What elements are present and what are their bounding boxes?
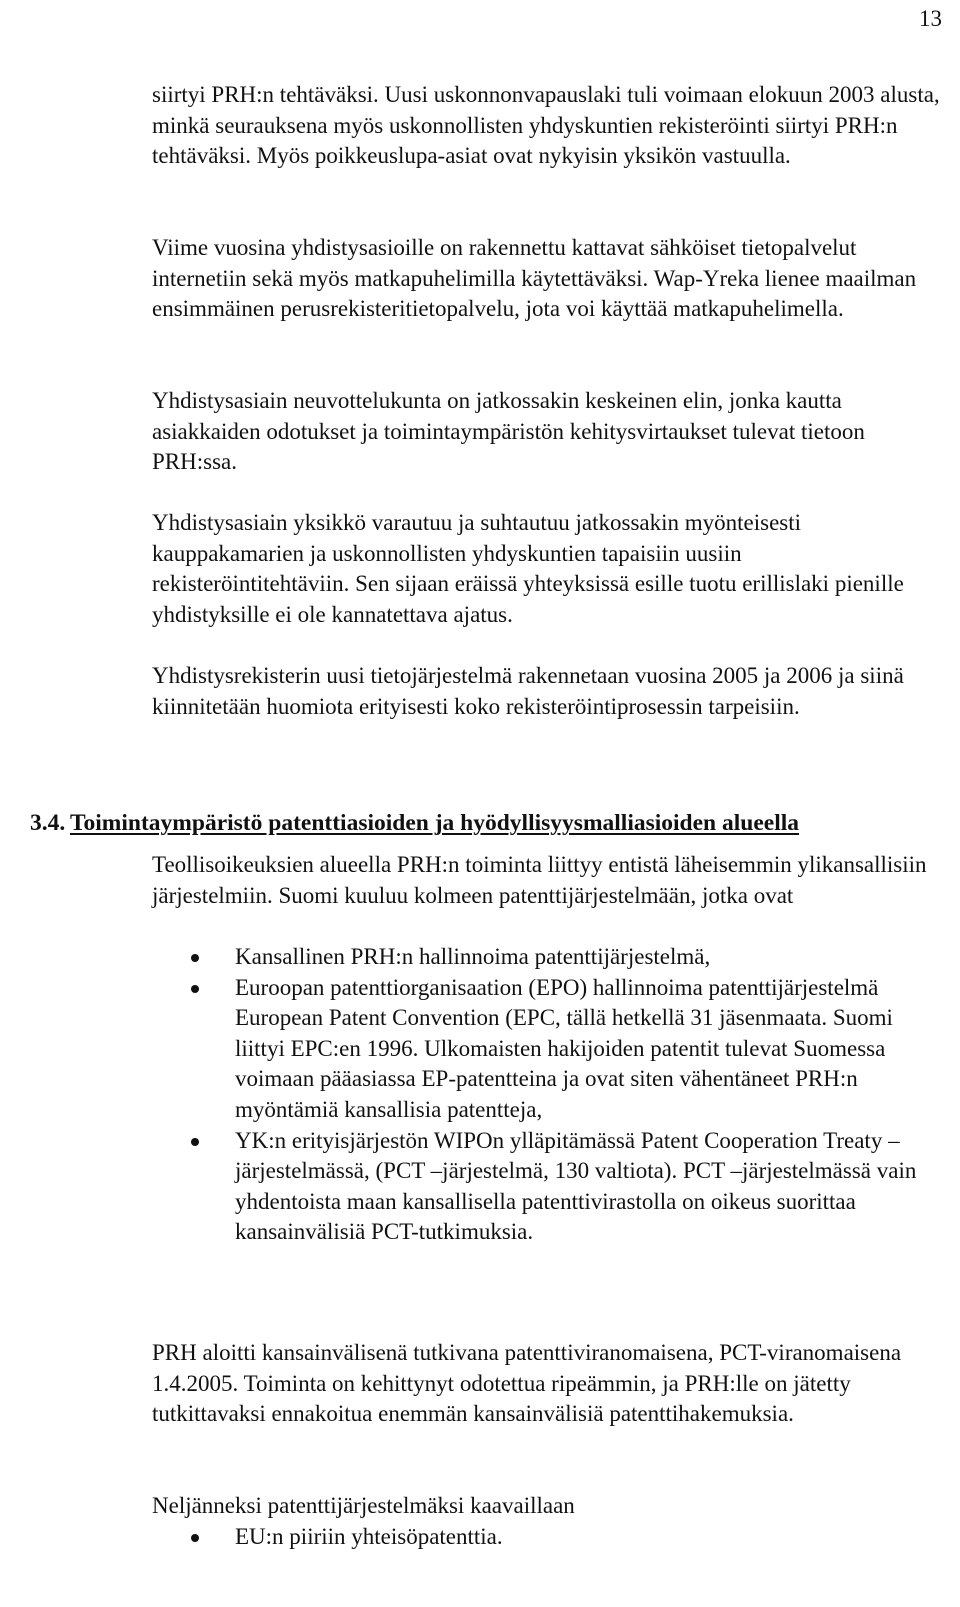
bullet-icon bbox=[191, 1138, 199, 1146]
paragraph-advisory-board: Yhdistysasiain neuvottelukunta on jatkossakin keskeinen elin, jonka kautta asiakkaiden odotukset ja toimintaympäristön kehitysvirtaukset tulevat tietoon PRH:ssa. bbox=[152, 388, 865, 475]
list-item-text: YK:n erityisjärjestön WIPOn ylläpitämässä Patent Cooperation Treaty –järjestelmässä, (PCT –järjestelmä, 130 valtiota). PCT –järjestelmässä vain yhdentoista maan kansallisella patenttivirastolla on oikeus suorittaa kansainvälisiä PCT-tutkimuksia. bbox=[235, 1127, 917, 1245]
bullet-icon bbox=[191, 954, 199, 962]
paragraph-unit-outlook: Yhdistysasiain yksikkö varautuu ja suhtautuu jatkossakin myönteisesti kauppakamarien ja uskonnollisten yhdyskuntien tapaisiin uusiin rekisteröintitehtäviin. Sen sijaan eräissä yhteyksissä esille tuotu erillislaki pienille yhdistyksille ei ole kannatettava ajatus. bbox=[152, 510, 904, 627]
section-intro-paragraph: Teollisoikeuksien alueella PRH:n toiminta liittyy entistä läheisemmin ylikansallisiin järjestelmiin. Suomi kuuluu kolmeen patenttijärjestelmään, jotka ovat bbox=[152, 852, 927, 908]
bullet-icon bbox=[191, 1534, 199, 1542]
patent-systems-list bbox=[152, 942, 942, 1248]
list-item bbox=[152, 973, 942, 1126]
community-patent-list bbox=[152, 1522, 942, 1553]
paragraph-new-information-system: Yhdistysrekisterin uusi tietojärjestelmä rakennetaan vuosina 2005 ja 2006 ja siinä kiinnitetään huomiota erityisesti koko rekisteröintiprosessin tarpeisiin. bbox=[152, 663, 904, 719]
list-item bbox=[152, 942, 942, 973]
list-item bbox=[152, 1126, 942, 1248]
page-number: 13 bbox=[919, 6, 942, 31]
paragraph-electronic-services: Viime vuosina yhdistysasioille on rakennettu kattavat sähköiset tietopalvelut internetiin sekä myös matkapuhelimilla käytettäväksi. Wap-Yreka lienee maailman ensimmäinen perusrekisteritietopalvelu, jota voi käyttää matkapuhelimella. bbox=[152, 235, 917, 322]
list-item-text: Euroopan patenttiorganisaation (EPO) hallinnoima patenttijärjestelmä European Patent Convention (EPC, tällä hetkellä 31 jäsenmaata. Suomi liittyi EPC:en 1996. Ulkomaisten hakijoiden patentit tulevat Suomessa voimaan pääasiassa EP-patentteina ja ovat siten vähentäneet PRH:n myöntämiä kansallisia patentteja, bbox=[235, 974, 893, 1122]
paragraph-pct-authority: PRH aloitti kansainvälisenä tutkivana patenttiviranomaisena, PCT-viranomaisena 1.4.2005. Toiminta on kehittynyt odotettua ripeämmin, ja PRH:lle on jätetty tutkittavaksi ennakoitua enemmän kansainvälisiä patenttihakemuksia. bbox=[152, 1340, 902, 1427]
bullet-icon bbox=[191, 985, 199, 993]
section-number: 3.4. bbox=[30, 810, 66, 836]
list-item bbox=[152, 1522, 942, 1553]
section-heading bbox=[30, 808, 799, 838]
list-item-text: EU:n piiriin yhteisöpatenttia. bbox=[235, 1524, 503, 1549]
paragraph-fourth-system-intro: Neljänneksi patenttijärjestelmäksi kaavaillaan bbox=[152, 1493, 575, 1518]
list-item-text: Kansallinen PRH:n hallinnoima patenttijärjestelmä, bbox=[235, 944, 711, 969]
paragraph-registration-transfer: siirtyi PRH:n tehtäväksi. Uusi uskonnonvapauslaki tuli voimaan elokuun 2003 alusta, minkä seurauksena myös uskonnollisten yhdyskuntien rekisteröinti siirtyi PRH:n tehtäväksi. Myös poikkeuslupa-asiat ovat nykyisin yksikön vastuulla. bbox=[152, 82, 940, 169]
section-title: Toimintaympäristö patenttiasioiden ja hyödyllisyysmalliasioiden alueella bbox=[70, 810, 800, 836]
